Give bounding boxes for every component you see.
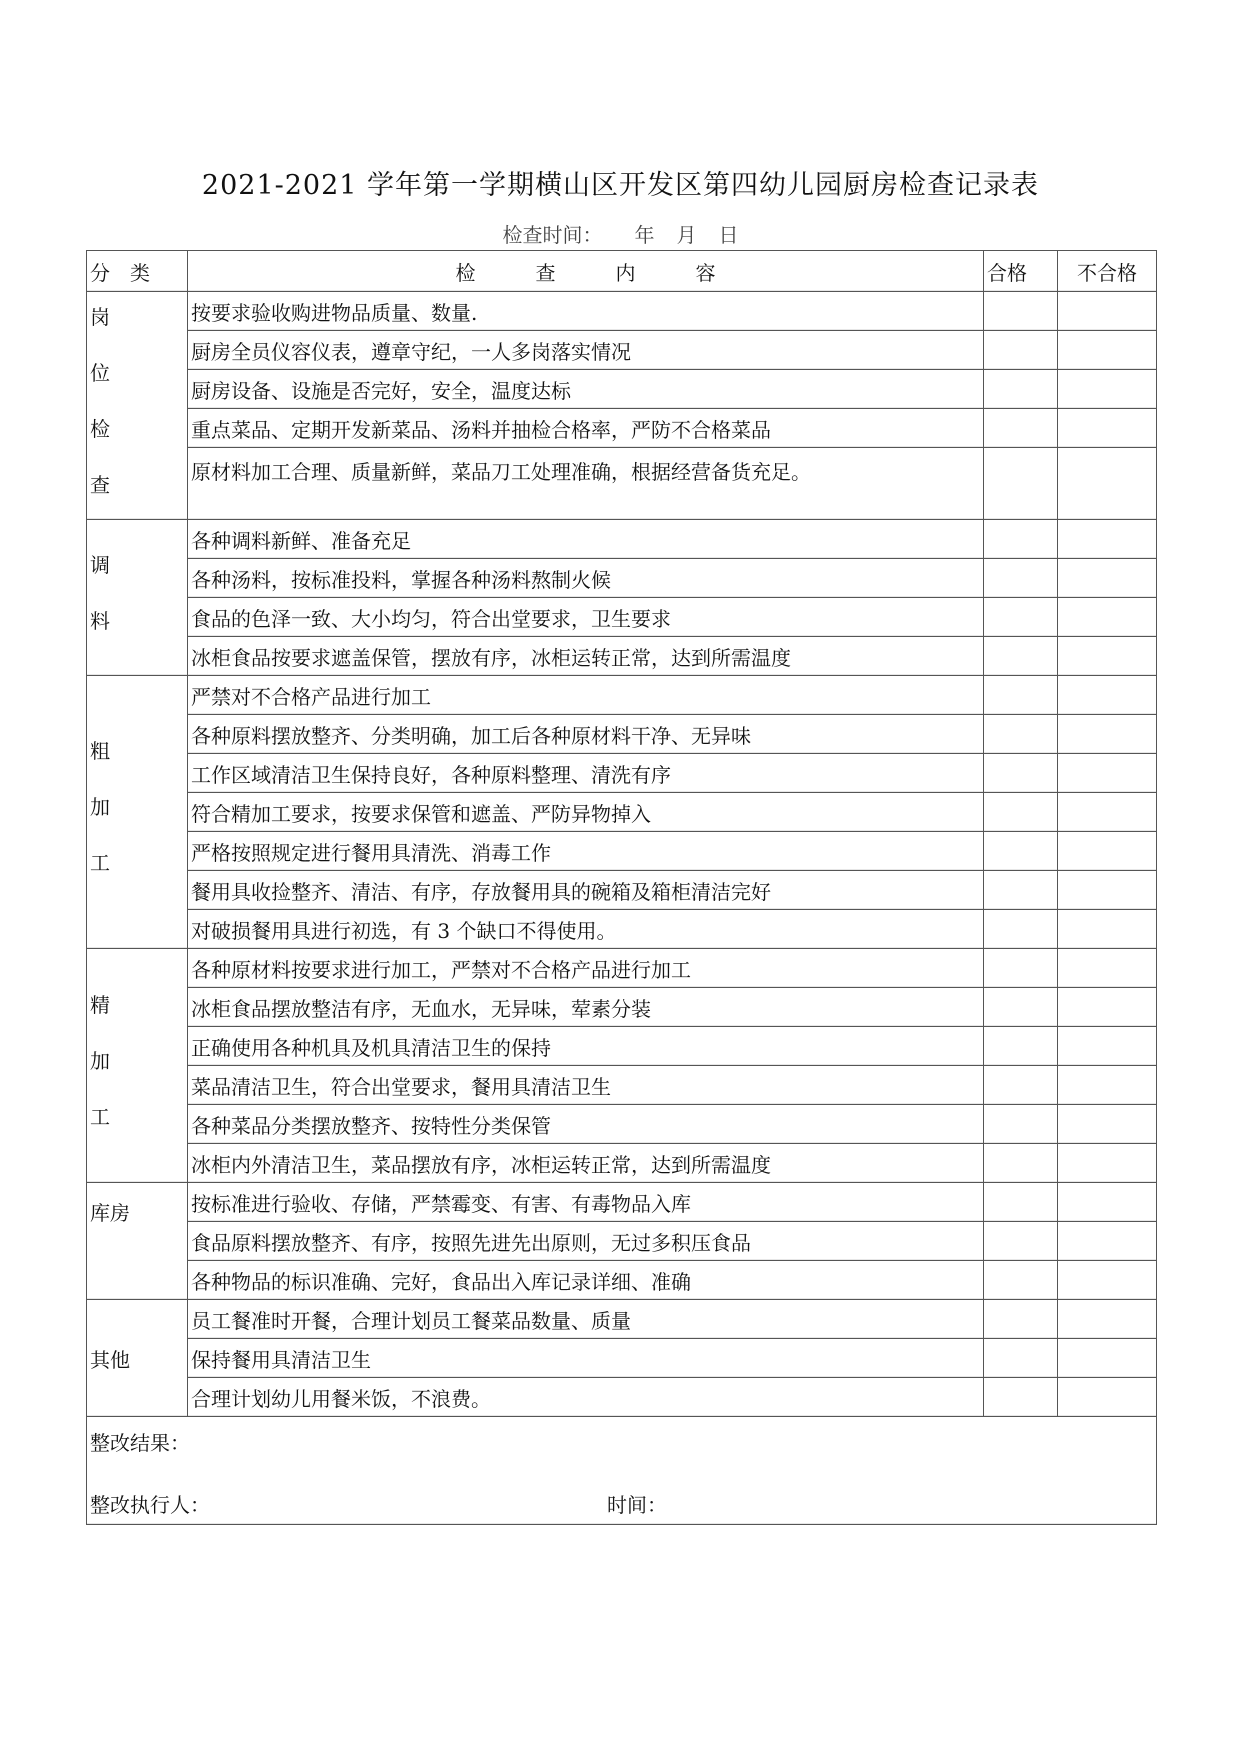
fail-checkbox-cell[interactable]	[1058, 1261, 1157, 1300]
pass-checkbox-cell[interactable]	[984, 871, 1058, 910]
pass-checkbox-cell[interactable]	[984, 1066, 1058, 1105]
inspection-item: 餐用具收捡整齐、清洁、有序，存放餐用具的碗箱及箱柜清洁完好	[188, 871, 984, 910]
category-cell	[87, 676, 188, 949]
inspection-table	[86, 250, 1157, 1525]
fail-checkbox-cell[interactable]	[1058, 949, 1157, 988]
table-row	[87, 1027, 1157, 1066]
fail-checkbox-cell[interactable]	[1058, 832, 1157, 871]
table-row	[87, 1144, 1157, 1183]
inspection-item: 各种汤料，按标准投料，掌握各种汤料熬制火候	[188, 559, 984, 598]
fail-checkbox-cell[interactable]	[1058, 754, 1157, 793]
day-label: 日	[718, 223, 739, 247]
pass-checkbox-cell[interactable]	[984, 676, 1058, 715]
pass-checkbox-cell[interactable]	[984, 598, 1058, 637]
table-row	[87, 1183, 1157, 1222]
pass-checkbox-cell[interactable]	[984, 1105, 1058, 1144]
fail-checkbox-cell[interactable]	[1058, 637, 1157, 676]
category-cell	[87, 520, 188, 676]
pass-checkbox-cell[interactable]	[984, 520, 1058, 559]
fail-checkbox-cell[interactable]	[1058, 370, 1157, 409]
table-row	[87, 1066, 1157, 1105]
table-row	[87, 637, 1157, 676]
category-char: 工	[90, 851, 110, 875]
category-char: 岗	[90, 304, 110, 329]
inspection-item: 厨房设备、设施是否完好，安全，温度达标	[188, 370, 984, 409]
pass-checkbox-cell[interactable]	[984, 754, 1058, 793]
table-row	[87, 292, 1157, 331]
pass-checkbox-cell[interactable]	[984, 559, 1058, 598]
fail-checkbox-cell[interactable]	[1058, 1144, 1157, 1183]
inspection-item: 保持餐用具清洁卫生	[188, 1339, 984, 1378]
inspection-item: 重点菜品、定期开发新菜品、汤料并抽检合格率，严防不合格菜品	[188, 409, 984, 448]
category-cell	[87, 292, 188, 520]
table-row	[87, 1378, 1157, 1417]
rectification-result-label: 整改结果：	[90, 1431, 190, 1455]
fail-checkbox-cell[interactable]	[1058, 331, 1157, 370]
pass-checkbox-cell[interactable]	[984, 1144, 1058, 1183]
table-row	[87, 1300, 1157, 1339]
rectification-time-label: 时间：	[607, 1493, 667, 1517]
inspection-item: 各种调料新鲜、准备充足	[188, 520, 984, 559]
inspection-item: 对破损餐用具进行初选，有 3 个缺口不得使用。	[188, 910, 984, 949]
inspection-item: 符合精加工要求，按要求保管和遮盖、严防异物掉入	[188, 793, 984, 832]
fail-checkbox-cell[interactable]	[1058, 292, 1157, 331]
table-row	[87, 1339, 1157, 1378]
table-row	[87, 331, 1157, 370]
category-label: 其他	[90, 1347, 130, 1372]
pass-checkbox-cell[interactable]	[984, 988, 1058, 1027]
pass-checkbox-cell[interactable]	[984, 331, 1058, 370]
fail-checkbox-cell[interactable]	[1058, 598, 1157, 637]
month-label: 月	[676, 223, 697, 247]
pass-checkbox-cell[interactable]	[984, 832, 1058, 871]
table-row	[87, 370, 1157, 409]
fail-checkbox-cell[interactable]	[1058, 871, 1157, 910]
category-char: 查	[90, 472, 110, 497]
category-char: 检	[90, 416, 110, 441]
category-char: 位	[90, 360, 110, 385]
pass-checkbox-cell[interactable]	[984, 637, 1058, 676]
pass-checkbox-cell[interactable]	[984, 1261, 1058, 1300]
table-row	[87, 871, 1157, 910]
category-char: 调	[90, 552, 110, 577]
fail-checkbox-cell[interactable]	[1058, 448, 1157, 520]
table-row	[87, 988, 1157, 1027]
header-content: 检 查 内 容	[188, 251, 984, 292]
fail-checkbox-cell[interactable]	[1058, 715, 1157, 754]
pass-checkbox-cell[interactable]	[984, 448, 1058, 520]
fail-checkbox-cell[interactable]	[1058, 1339, 1157, 1378]
table-row	[87, 676, 1157, 715]
inspection-item: 原材料加工合理、质量新鲜，菜品刀工处理准确，根据经营备货充足。	[188, 448, 984, 520]
year-label: 年	[634, 223, 655, 247]
inspection-item: 合理计划幼儿用餐米饭，不浪费。	[188, 1378, 984, 1417]
category-cell	[87, 1300, 188, 1417]
table-row	[87, 448, 1157, 520]
pass-checkbox-cell[interactable]	[984, 1300, 1058, 1339]
inspection-date-label: 检查时间：	[502, 223, 603, 247]
inspection-item: 员工餐准时开餐，合理计划员工餐菜品数量、质量	[188, 1300, 984, 1339]
fail-checkbox-cell[interactable]	[1058, 910, 1157, 949]
inspection-item: 各种原材料按要求进行加工，严禁对不合格产品进行加工	[188, 949, 984, 988]
table-row	[87, 832, 1157, 871]
header-pass: 合格	[984, 251, 1058, 292]
inspection-item: 严格按照规定进行餐用具清洗、消毒工作	[188, 832, 984, 871]
fail-checkbox-cell[interactable]	[1058, 1183, 1157, 1222]
footer-row	[87, 1417, 1157, 1525]
pass-checkbox-cell[interactable]	[984, 370, 1058, 409]
fail-checkbox-cell[interactable]	[1058, 1066, 1157, 1105]
inspection-item: 各种菜品分类摆放整齐、按特性分类保管	[188, 1105, 984, 1144]
table-row	[87, 793, 1157, 832]
fail-checkbox-cell[interactable]	[1058, 1222, 1157, 1261]
page-title: 2021-2021 学年第一学期横山区开发区第四幼儿园厨房检查记录表	[201, 170, 1040, 201]
inspection-item: 各种物品的标识准确、完好，食品出入库记录详细、准确	[188, 1261, 984, 1300]
inspection-item: 冰柜食品按要求遮盖保管，摆放有序，冰柜运转正常，达到所需温度	[188, 637, 984, 676]
table-row	[87, 598, 1157, 637]
category-char: 工	[90, 1104, 110, 1129]
table-header-row	[87, 251, 1157, 292]
inspection-item: 按要求验收购进物品质量、数量.	[188, 292, 984, 331]
table-row	[87, 559, 1157, 598]
fail-checkbox-cell[interactable]	[1058, 1027, 1157, 1066]
table-row	[87, 1222, 1157, 1261]
inspection-item: 各种原料摆放整齐、分类明确，加工后各种原材料干净、无异味	[188, 715, 984, 754]
pass-checkbox-cell[interactable]	[984, 1378, 1058, 1417]
table-row	[87, 910, 1157, 949]
inspection-item: 食品原料摆放整齐、有序，按照先进先出原则，无过多积压食品	[188, 1222, 984, 1261]
category-label: 库房	[90, 1201, 130, 1225]
table-row	[87, 715, 1157, 754]
category-cell	[87, 949, 188, 1183]
table-row	[87, 520, 1157, 559]
category-char: 加	[90, 1048, 110, 1073]
fail-checkbox-cell[interactable]	[1058, 1300, 1157, 1339]
fail-checkbox-cell[interactable]	[1058, 988, 1157, 1027]
pass-checkbox-cell[interactable]	[984, 949, 1058, 988]
fail-checkbox-cell[interactable]	[1058, 1378, 1157, 1417]
fail-checkbox-cell[interactable]	[1058, 409, 1157, 448]
footer-cell	[87, 1417, 1157, 1525]
fail-checkbox-cell[interactable]	[1058, 1105, 1157, 1144]
inspection-item: 正确使用各种机具及机具清洁卫生的保持	[188, 1027, 984, 1066]
table-row	[87, 1105, 1157, 1144]
pass-checkbox-cell[interactable]	[984, 1183, 1058, 1222]
pass-checkbox-cell[interactable]	[984, 1027, 1058, 1066]
fail-checkbox-cell[interactable]	[1058, 559, 1157, 598]
pass-checkbox-cell[interactable]	[984, 409, 1058, 448]
inspection-item: 严禁对不合格产品进行加工	[188, 676, 984, 715]
fail-checkbox-cell[interactable]	[1058, 676, 1157, 715]
pass-checkbox-cell[interactable]	[984, 910, 1058, 949]
table-row	[87, 949, 1157, 988]
inspection-date-line	[0, 219, 1241, 248]
pass-checkbox-cell[interactable]	[984, 793, 1058, 832]
inspection-item: 冰柜内外清洁卫生，菜品摆放有序，冰柜运转正常，达到所需温度	[188, 1144, 984, 1183]
pass-checkbox-cell[interactable]	[984, 1222, 1058, 1261]
header-fail: 不合格	[1058, 251, 1157, 292]
table-row	[87, 754, 1157, 793]
rectification-executor-label: 整改执行人：	[90, 1493, 210, 1517]
category-char: 料	[90, 608, 110, 633]
pass-checkbox-cell[interactable]	[984, 292, 1058, 331]
category-char: 加	[90, 795, 110, 819]
pass-checkbox-cell[interactable]	[984, 715, 1058, 754]
fail-checkbox-cell[interactable]	[1058, 520, 1157, 559]
inspection-item: 食品的色泽一致、大小均匀，符合出堂要求，卫生要求	[188, 598, 984, 637]
inspection-item: 厨房全员仪容仪表，遵章守纪，一人多岗落实情况	[188, 331, 984, 370]
table-row	[87, 1261, 1157, 1300]
category-cell	[87, 1183, 188, 1300]
inspection-item: 菜品清洁卫生，符合出堂要求，餐用具清洁卫生	[188, 1066, 984, 1105]
header-category: 分 类	[87, 251, 188, 292]
inspection-item: 工作区域清洁卫生保持良好，各种原料整理、清洗有序	[188, 754, 984, 793]
inspection-item: 冰柜食品摆放整洁有序，无血水，无异味，荤素分装	[188, 988, 984, 1027]
category-char: 粗	[90, 739, 110, 763]
pass-checkbox-cell[interactable]	[984, 1339, 1058, 1378]
inspection-item: 按标准进行验收、存储，严禁霉变、有害、有毒物品入库	[188, 1183, 984, 1222]
category-char: 精	[90, 992, 110, 1017]
table-row	[87, 409, 1157, 448]
fail-checkbox-cell[interactable]	[1058, 793, 1157, 832]
